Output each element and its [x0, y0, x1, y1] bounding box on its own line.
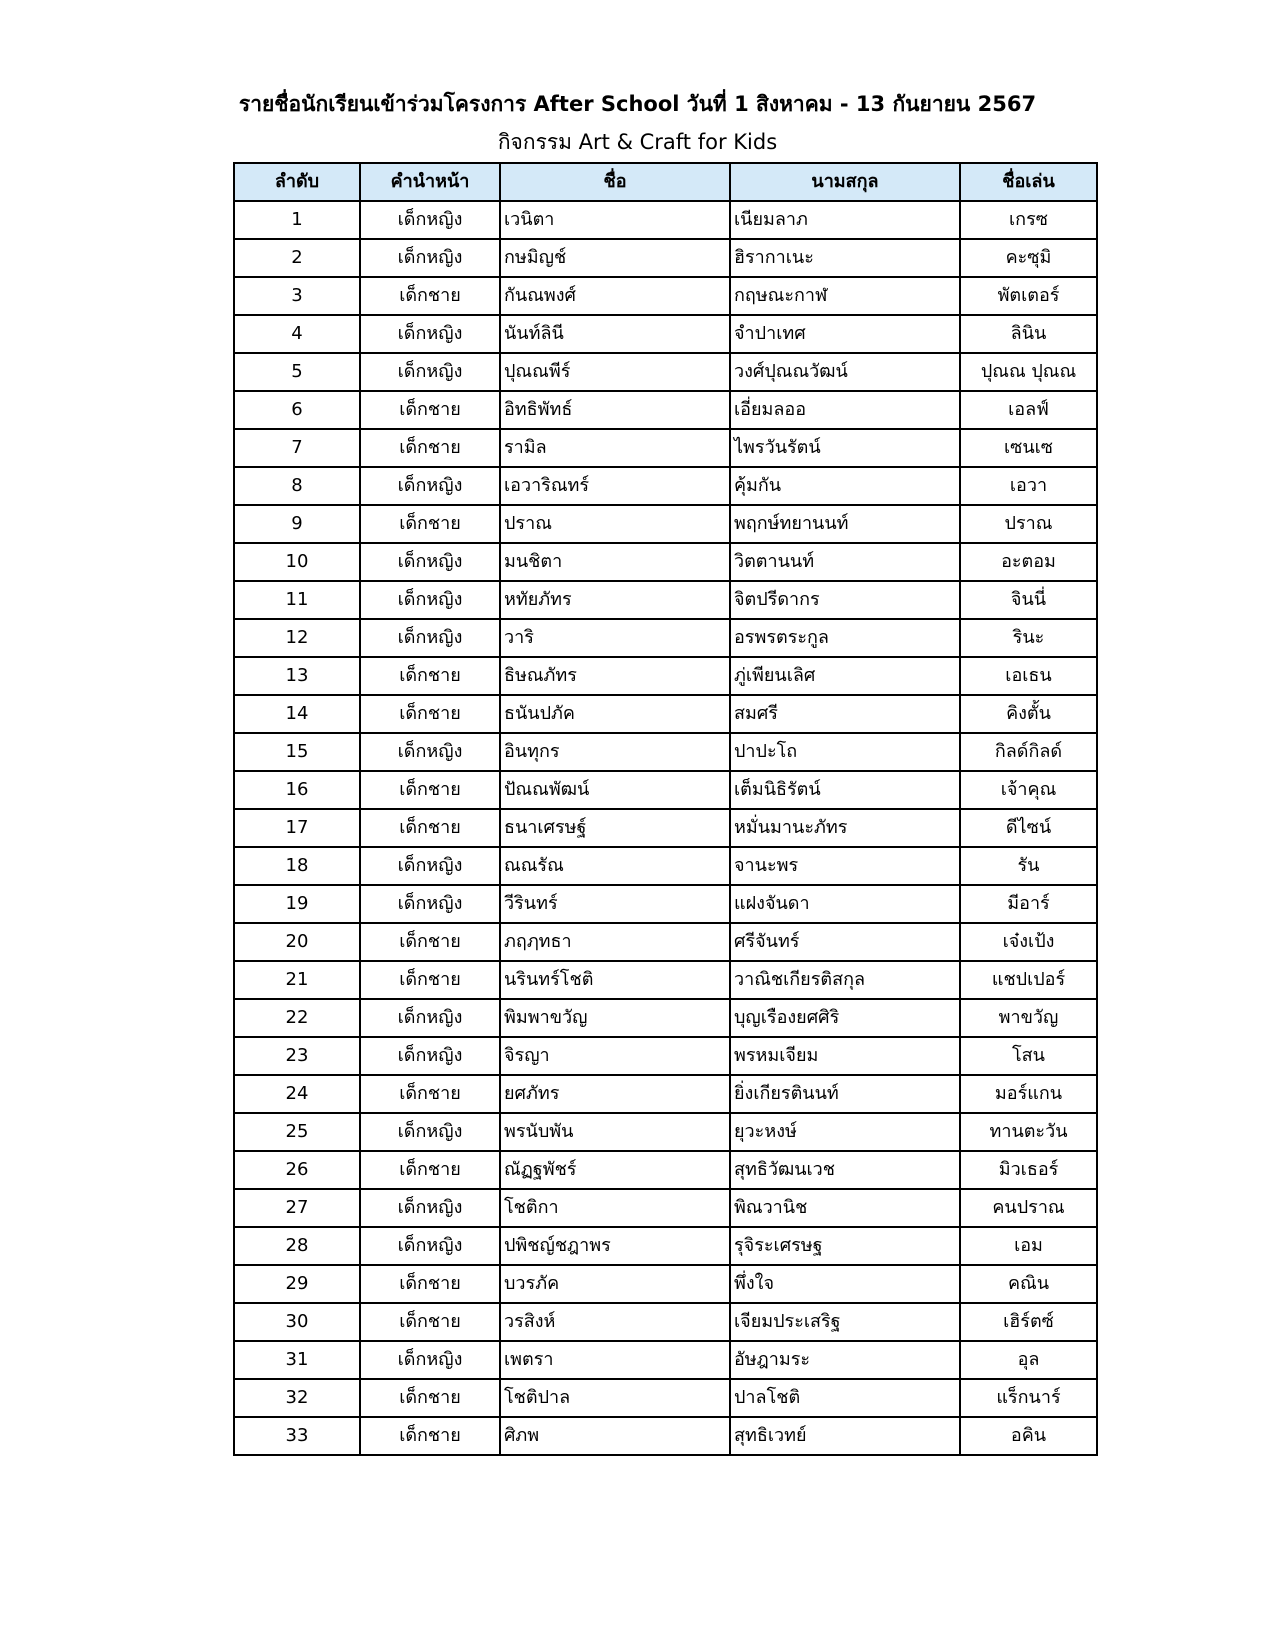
cell-last-name: ปาลโชติ: [730, 1379, 960, 1417]
cell-prefix: เด็กชาย: [360, 695, 500, 733]
cell-first-name: นรินทร์โชติ: [500, 961, 730, 999]
cell-first-name: วีรินทร์: [500, 885, 730, 923]
cell-first-name: ภฤฦทธา: [500, 923, 730, 961]
table-row: [234, 1417, 1097, 1455]
cell-order: 8: [234, 467, 360, 505]
cell-last-name: สุทธิเวทย์: [730, 1417, 960, 1455]
table-row: [234, 315, 1097, 353]
table-row: [234, 391, 1097, 429]
cell-first-name: พิมพาขวัญ: [500, 999, 730, 1037]
cell-last-name: สุทธิวัฒนเวช: [730, 1151, 960, 1189]
cell-first-name: มนชิตา: [500, 543, 730, 581]
cell-nickname: อะตอม: [960, 543, 1097, 581]
cell-nickname: เจ๋งเป้ง: [960, 923, 1097, 961]
cell-first-name: ธิษณภัทร: [500, 657, 730, 695]
cell-nickname: รัน: [960, 847, 1097, 885]
table-row: [234, 885, 1097, 923]
cell-order: 31: [234, 1341, 360, 1379]
cell-first-name: กันณพงศ์: [500, 277, 730, 315]
cell-prefix: เด็กชาย: [360, 1075, 500, 1113]
cell-nickname: แชปเปอร์: [960, 961, 1097, 999]
cell-first-name: โชติกา: [500, 1189, 730, 1227]
cell-prefix: เด็กชาย: [360, 657, 500, 695]
cell-last-name: ฮิรากาเนะ: [730, 239, 960, 277]
cell-order: 21: [234, 961, 360, 999]
table-row: [234, 1037, 1097, 1075]
cell-nickname: คนปราณ: [960, 1189, 1097, 1227]
cell-last-name: พรหมเจียม: [730, 1037, 960, 1075]
cell-prefix: เด็กหญิง: [360, 1341, 500, 1379]
header-prefix: คำนำหน้า: [360, 163, 500, 201]
table-row: [234, 1113, 1097, 1151]
cell-prefix: เด็กหญิง: [360, 239, 500, 277]
cell-prefix: เด็กหญิง: [360, 543, 500, 581]
cell-nickname: ลินิน: [960, 315, 1097, 353]
cell-prefix: เด็กชาย: [360, 1417, 500, 1455]
cell-first-name: พรนับพัน: [500, 1113, 730, 1151]
cell-order: 12: [234, 619, 360, 657]
cell-last-name: ปาปะโถ: [730, 733, 960, 771]
table-row: [234, 239, 1097, 277]
table-row: [234, 657, 1097, 695]
table-row: [234, 1265, 1097, 1303]
cell-last-name: คุ้มกัน: [730, 467, 960, 505]
cell-first-name: โชติปาล: [500, 1379, 730, 1417]
cell-nickname: ปุณณ ปุณณ: [960, 353, 1097, 391]
cell-order: 17: [234, 809, 360, 847]
cell-order: 2: [234, 239, 360, 277]
cell-last-name: พฤกษ์ทยานนท์: [730, 505, 960, 543]
cell-nickname: ดีไซน์: [960, 809, 1097, 847]
cell-last-name: เอี่ยมลออ: [730, 391, 960, 429]
cell-prefix: เด็กหญิง: [360, 1037, 500, 1075]
cell-first-name: อิทธิพัทธ์: [500, 391, 730, 429]
cell-last-name: ยุวะหงษ์: [730, 1113, 960, 1151]
cell-order: 25: [234, 1113, 360, 1151]
table-row: [234, 429, 1097, 467]
cell-last-name: จานะพร: [730, 847, 960, 885]
table-row: [234, 1075, 1097, 1113]
cell-order: 33: [234, 1417, 360, 1455]
cell-first-name: หทัยภัทร: [500, 581, 730, 619]
cell-nickname: เจ้าคุณ: [960, 771, 1097, 809]
cell-order: 5: [234, 353, 360, 391]
cell-nickname: คณิน: [960, 1265, 1097, 1303]
cell-last-name: เต็มนิธิรัตน์: [730, 771, 960, 809]
cell-prefix: เด็กชาย: [360, 771, 500, 809]
cell-order: 29: [234, 1265, 360, 1303]
cell-first-name: เพตรา: [500, 1341, 730, 1379]
cell-first-name: ปัณณพัฒน์: [500, 771, 730, 809]
cell-nickname: พัตเตอร์: [960, 277, 1097, 315]
cell-nickname: เอม: [960, 1227, 1097, 1265]
cell-last-name: แฝงจันดา: [730, 885, 960, 923]
cell-nickname: อุล: [960, 1341, 1097, 1379]
cell-nickname: มีอาร์: [960, 885, 1097, 923]
cell-last-name: ศรีจันทร์: [730, 923, 960, 961]
cell-order: 15: [234, 733, 360, 771]
cell-prefix: เด็กชาย: [360, 961, 500, 999]
cell-last-name: พิณวานิช: [730, 1189, 960, 1227]
cell-first-name: ณณรัณ: [500, 847, 730, 885]
cell-prefix: เด็กชาย: [360, 391, 500, 429]
cell-last-name: ยิ่งเกียรตินนท์: [730, 1075, 960, 1113]
cell-last-name: ไพรวันรัตน์: [730, 429, 960, 467]
table-row: [234, 1379, 1097, 1417]
header-row: [234, 163, 1097, 201]
table-row: [234, 1227, 1097, 1265]
cell-prefix: เด็กชาย: [360, 1303, 500, 1341]
student-roster-table: [233, 162, 1098, 1456]
cell-order: 4: [234, 315, 360, 353]
cell-nickname: เอลฟ์: [960, 391, 1097, 429]
cell-last-name: ภู่เพียนเลิศ: [730, 657, 960, 695]
cell-first-name: ยศภัทร: [500, 1075, 730, 1113]
cell-order: 28: [234, 1227, 360, 1265]
cell-prefix: เด็กหญิง: [360, 201, 500, 239]
cell-prefix: เด็กหญิง: [360, 467, 500, 505]
cell-last-name: หมั่นมานะภัทร: [730, 809, 960, 847]
table-row: [234, 1189, 1097, 1227]
cell-prefix: เด็กหญิง: [360, 315, 500, 353]
header-last-name: นามสกุล: [730, 163, 960, 201]
table-row: [234, 695, 1097, 733]
cell-last-name: จิตปรีดากร: [730, 581, 960, 619]
cell-first-name: ณัฏฐพัชร์: [500, 1151, 730, 1189]
cell-order: 3: [234, 277, 360, 315]
cell-order: 1: [234, 201, 360, 239]
cell-nickname: คะซุมิ: [960, 239, 1097, 277]
cell-order: 30: [234, 1303, 360, 1341]
table-row: [234, 1303, 1097, 1341]
cell-nickname: รินะ: [960, 619, 1097, 657]
cell-prefix: เด็กหญิง: [360, 999, 500, 1037]
cell-last-name: อัษฎามระ: [730, 1341, 960, 1379]
cell-nickname: แร็กนาร์: [960, 1379, 1097, 1417]
table-row: [234, 1341, 1097, 1379]
cell-nickname: ทานตะวัน: [960, 1113, 1097, 1151]
cell-prefix: เด็กหญิง: [360, 353, 500, 391]
cell-order: 16: [234, 771, 360, 809]
table-row: [234, 923, 1097, 961]
cell-nickname: มิวเธอร์: [960, 1151, 1097, 1189]
cell-first-name: ปุณณพีร์: [500, 353, 730, 391]
cell-last-name: เนียมลาภ: [730, 201, 960, 239]
cell-prefix: เด็กหญิง: [360, 581, 500, 619]
cell-order: 6: [234, 391, 360, 429]
header-order: ลำดับ: [234, 163, 360, 201]
cell-order: 32: [234, 1379, 360, 1417]
cell-nickname: อคิน: [960, 1417, 1097, 1455]
cell-order: 14: [234, 695, 360, 733]
cell-first-name: เวนิตา: [500, 201, 730, 239]
cell-last-name: กฤษณะกาฬ: [730, 277, 960, 315]
table-row: [234, 353, 1097, 391]
cell-first-name: ธนาเศรษฐ์: [500, 809, 730, 847]
table-body: [234, 201, 1097, 1455]
cell-first-name: นันท์ลินี: [500, 315, 730, 353]
cell-last-name: เจียมประเสริฐ: [730, 1303, 960, 1341]
cell-order: 7: [234, 429, 360, 467]
document-title: รายชื่อนักเรียนเข้าร่วมโครงการ After School วันที่ 1 สิงหาคม - 13 กันยายน 2567: [238, 92, 1037, 116]
cell-first-name: วรสิงห์: [500, 1303, 730, 1341]
cell-order: 20: [234, 923, 360, 961]
cell-prefix: เด็กหญิง: [360, 733, 500, 771]
cell-prefix: เด็กชาย: [360, 923, 500, 961]
cell-last-name: บุญเรืองยศศิริ: [730, 999, 960, 1037]
cell-nickname: เอวา: [960, 467, 1097, 505]
cell-nickname: เอเธน: [960, 657, 1097, 695]
table-row: [234, 771, 1097, 809]
table-row: [234, 1151, 1097, 1189]
table-row: [234, 847, 1097, 885]
cell-order: 22: [234, 999, 360, 1037]
cell-prefix: เด็กหญิง: [360, 1227, 500, 1265]
table-row: [234, 505, 1097, 543]
table-row: [234, 201, 1097, 239]
cell-first-name: ปราณ: [500, 505, 730, 543]
cell-prefix: เด็กหญิง: [360, 847, 500, 885]
table-row: [234, 809, 1097, 847]
cell-prefix: เด็กชาย: [360, 809, 500, 847]
cell-nickname: จินนี่: [960, 581, 1097, 619]
cell-last-name: วิตตานนท์: [730, 543, 960, 581]
cell-last-name: พึ่งใจ: [730, 1265, 960, 1303]
cell-first-name: กษมิญช์: [500, 239, 730, 277]
cell-prefix: เด็กชาย: [360, 1265, 500, 1303]
table-row: [234, 467, 1097, 505]
cell-last-name: จำปาเทศ: [730, 315, 960, 353]
cell-prefix: เด็กหญิง: [360, 1113, 500, 1151]
cell-order: 13: [234, 657, 360, 695]
cell-order: 18: [234, 847, 360, 885]
cell-first-name: เอวาริณทร์: [500, 467, 730, 505]
cell-prefix: เด็กชาย: [360, 505, 500, 543]
cell-last-name: สมศรี: [730, 695, 960, 733]
cell-prefix: เด็กหญิง: [360, 1189, 500, 1227]
cell-last-name: รุจิระเศรษฐ: [730, 1227, 960, 1265]
cell-order: 24: [234, 1075, 360, 1113]
cell-nickname: เฮิร์ตซ์: [960, 1303, 1097, 1341]
header-nickname: ชื่อเล่น: [960, 163, 1097, 201]
cell-order: 9: [234, 505, 360, 543]
cell-nickname: โสน: [960, 1037, 1097, 1075]
table-row: [234, 581, 1097, 619]
cell-order: 11: [234, 581, 360, 619]
cell-first-name: รามิล: [500, 429, 730, 467]
table-row: [234, 999, 1097, 1037]
cell-first-name: ศิภพ: [500, 1417, 730, 1455]
table-row: [234, 961, 1097, 999]
cell-prefix: เด็กชาย: [360, 429, 500, 467]
cell-first-name: ธนันปภัค: [500, 695, 730, 733]
cell-nickname: คิงตั้น: [960, 695, 1097, 733]
cell-first-name: บวรภัค: [500, 1265, 730, 1303]
cell-last-name: วงศ์ปุณณวัฒน์: [730, 353, 960, 391]
cell-first-name: วาริ: [500, 619, 730, 657]
cell-prefix: เด็กชาย: [360, 1151, 500, 1189]
cell-nickname: ปราณ: [960, 505, 1097, 543]
table-header: [234, 163, 1097, 201]
cell-last-name: อรพรตระกูล: [730, 619, 960, 657]
cell-nickname: เซนเซ: [960, 429, 1097, 467]
cell-nickname: กิลด์กิลด์: [960, 733, 1097, 771]
cell-order: 10: [234, 543, 360, 581]
cell-prefix: เด็กหญิง: [360, 619, 500, 657]
table-row: [234, 277, 1097, 315]
cell-order: 23: [234, 1037, 360, 1075]
cell-prefix: เด็กชาย: [360, 277, 500, 315]
cell-order: 27: [234, 1189, 360, 1227]
cell-nickname: เกรซ: [960, 201, 1097, 239]
table-row: [234, 543, 1097, 581]
cell-first-name: อินทุกร: [500, 733, 730, 771]
cell-nickname: มอร์แกน: [960, 1075, 1097, 1113]
table-row: [234, 733, 1097, 771]
cell-prefix: เด็กหญิง: [360, 885, 500, 923]
cell-order: 19: [234, 885, 360, 923]
table-row: [234, 619, 1097, 657]
cell-nickname: พาขวัญ: [960, 999, 1097, 1037]
cell-last-name: วาณิชเกียรติสกุล: [730, 961, 960, 999]
cell-prefix: เด็กชาย: [360, 1379, 500, 1417]
cell-first-name: จิรญา: [500, 1037, 730, 1075]
cell-order: 26: [234, 1151, 360, 1189]
cell-first-name: ปพิชญ์ชฎาพร: [500, 1227, 730, 1265]
document-subtitle: กิจกรรม Art & Craft for Kids: [497, 130, 778, 154]
header-first-name: ชื่อ: [500, 163, 730, 201]
